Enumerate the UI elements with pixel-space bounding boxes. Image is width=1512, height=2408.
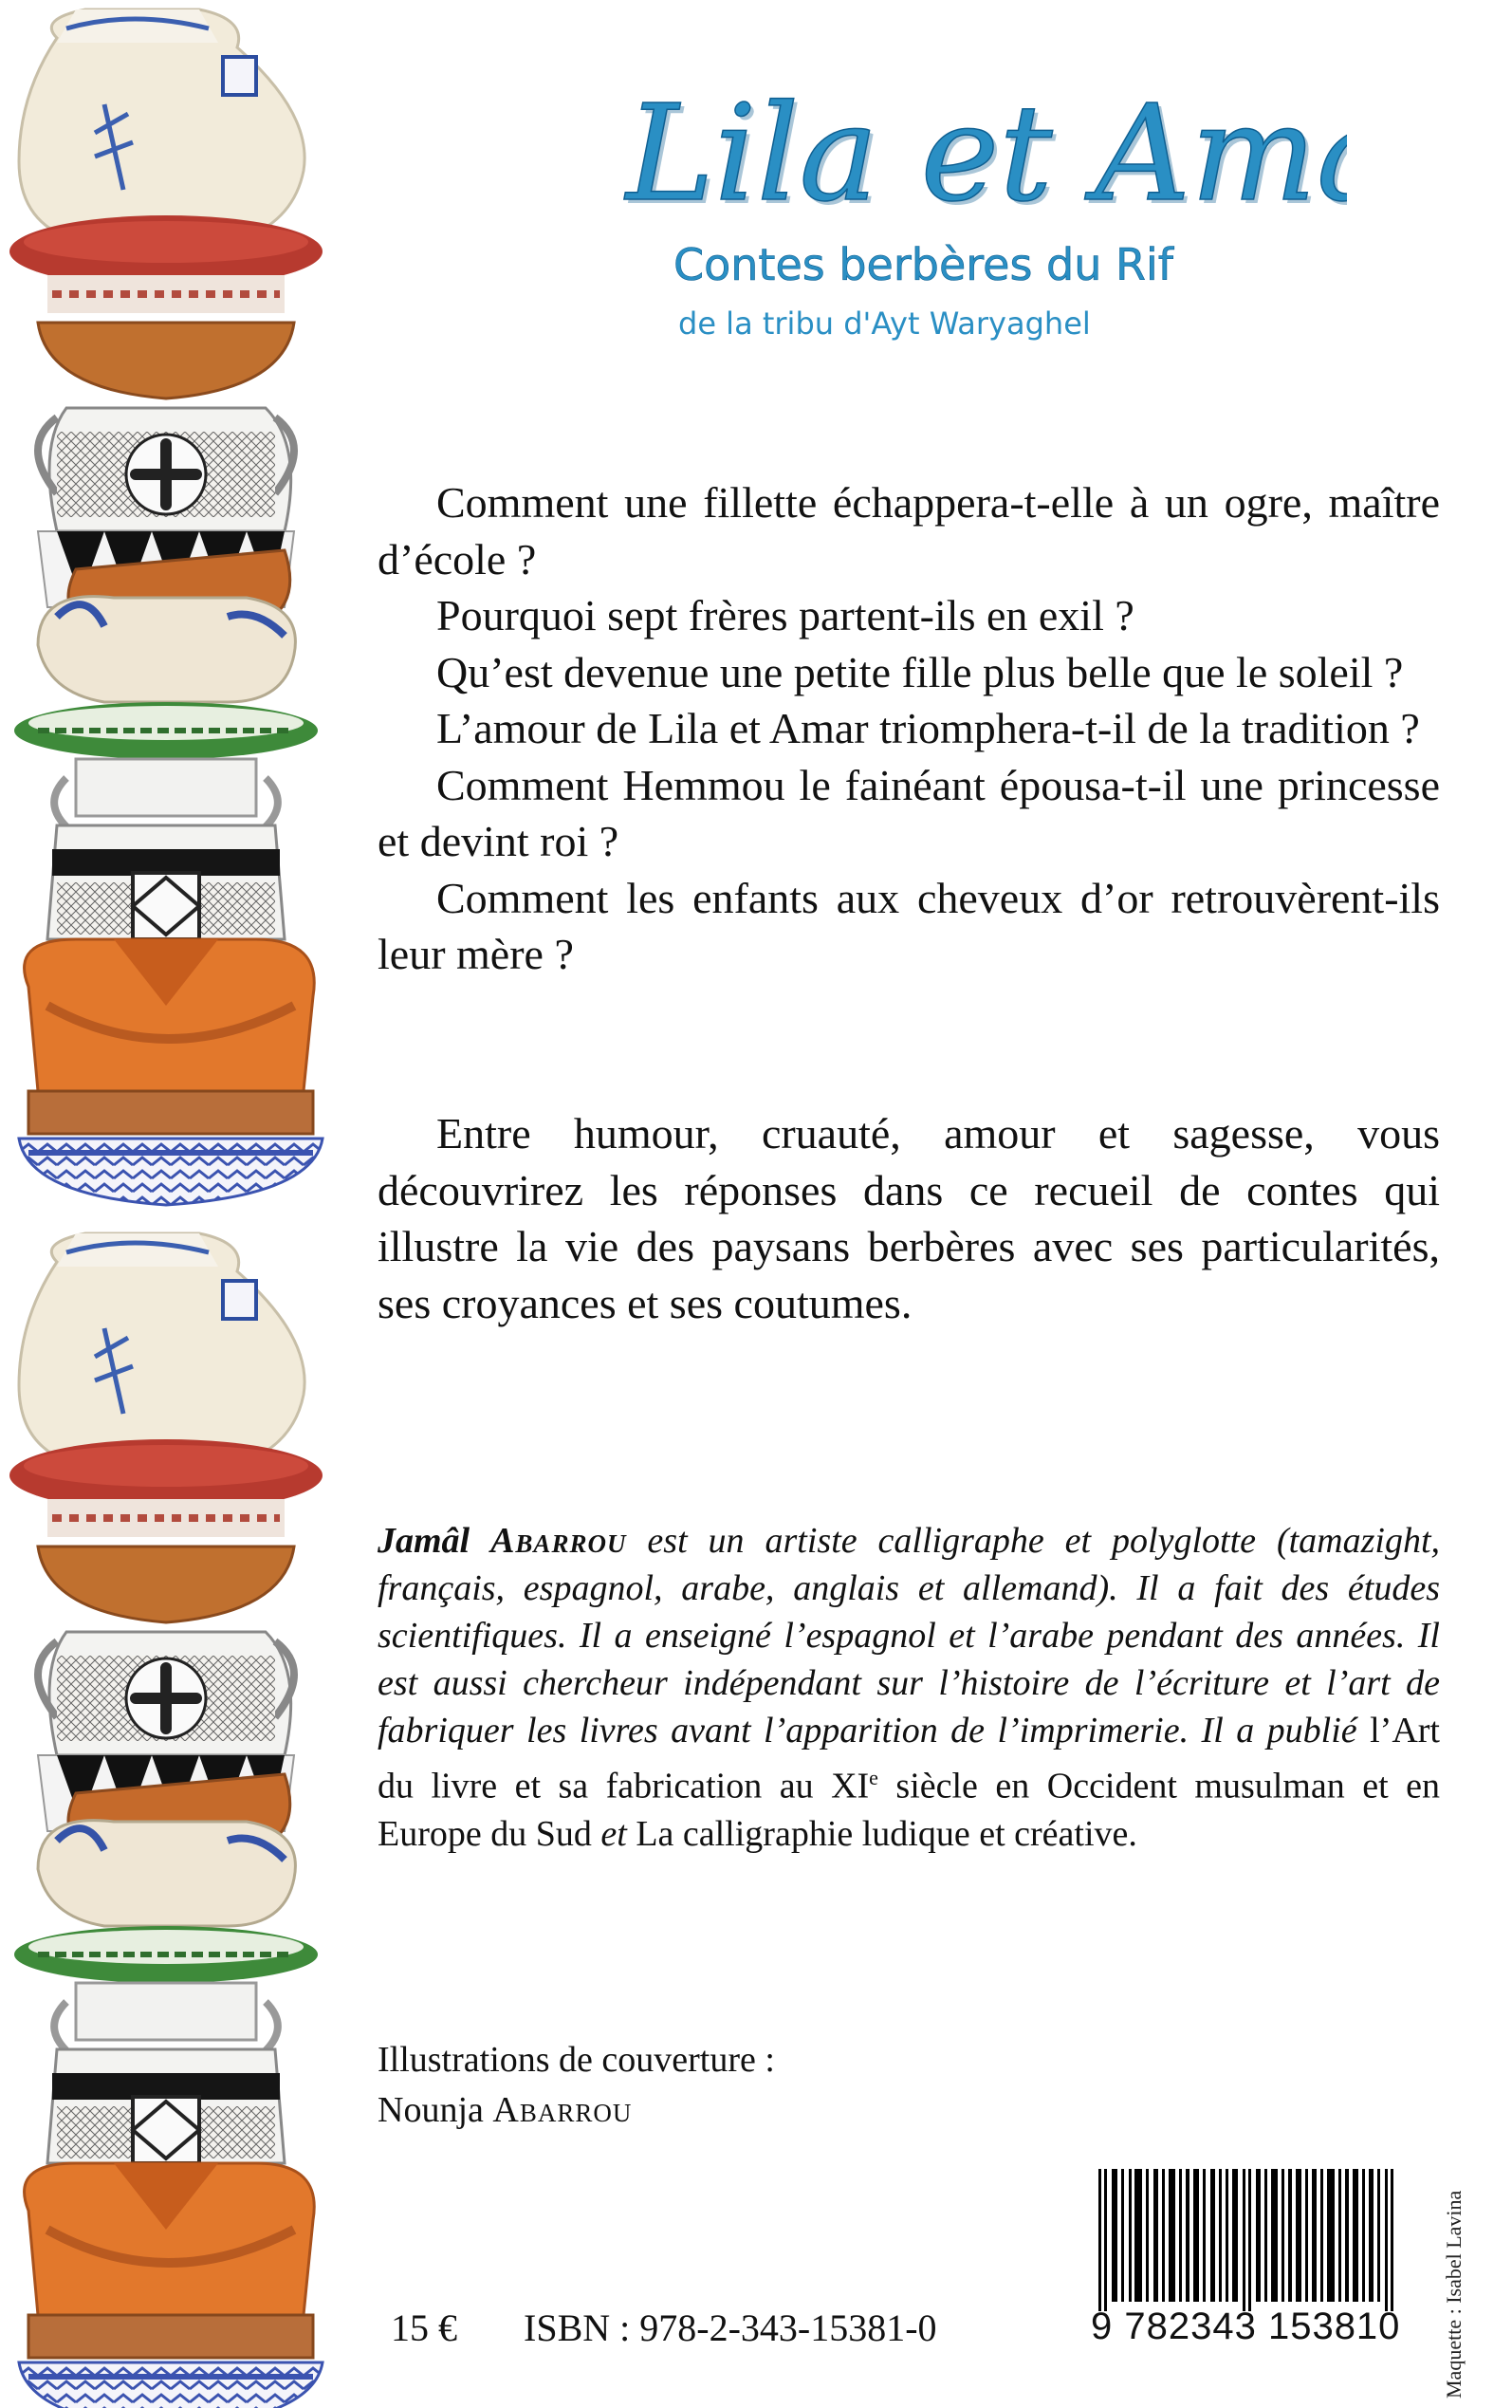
blurb-questions [378, 474, 1440, 983]
pottery-illustration [0, 0, 341, 2408]
author-last-name: Abarrou [490, 1521, 627, 1561]
svg-text:Lila et Amar [623, 77, 1347, 232]
title-block [531, 38, 1347, 361]
author-first-name: Jamâl [378, 1521, 470, 1561]
question-6: Comment les enfants aux cheveux d’or retrouvèrent-ils leur mère ? [378, 873, 1440, 978]
credits-label: Illustrations de couverture : [378, 2040, 775, 2080]
author-bio [378, 1517, 1440, 1858]
question-2: Pourquoi sept frères partent-ils en exil ? [436, 591, 1134, 639]
blurb-summary [378, 1105, 1440, 1331]
svg-text:Contes berbères du Rif [673, 239, 1175, 290]
illustrator-first-name: Nounja [378, 2090, 484, 2130]
bio-conjunction: et [591, 1813, 636, 1854]
book-tribe: de la tribu d'Ayt Waryaghel [678, 306, 1091, 342]
layout-credit: Maquette : Isabel Lavina [1442, 2190, 1466, 2399]
question-5: Comment Hemmou le fainéant épousa-t-il une princesse et devint roi ? [378, 760, 1440, 865]
bio-text: est un artiste calligraphe et polyglotte (tamazight, français, espagnol, arabe, anglais et allemand). Il a fait des études scientifiques. Il a enseigné l’espagnol et l’arabe pendant des années. Il est aussi chercheur indépendant sur l’histoire de l’écriture et l’art de fabriquer les livres avant l’apparition de l’imprimerie. Il a publié [378, 1521, 1441, 1750]
question-1: Comment une fillette échappera-t-elle à un ogre, maître d’école ? [378, 478, 1440, 583]
question-3: Qu’est devenue une petite fille plus belle que le soleil ? [436, 647, 1404, 696]
barcode-digits: 9 782343 153810 [1091, 2306, 1401, 2347]
svg-text:de la tribu d'Ayt Waryaghel [678, 306, 1091, 342]
illustration-credits [378, 2035, 775, 2136]
question-4: L’amour de Lila et Amar triomphera-t-il de la tradition ? [436, 704, 1420, 752]
price: 15 € [391, 2306, 457, 2349]
summary-text: Entre humour, cruauté, amour et sagesse, vous découvrirez les réponses dans ce recueil de contes qui illustre la vie des paysans berbères avec ses particularités, ses croyances et ses coutumes. [378, 1109, 1440, 1327]
book2-title: La calligraphie ludique et créative. [636, 1813, 1137, 1854]
illustrator-last-name: Abarrou [492, 2090, 633, 2130]
isbn: ISBN : 978-2-343-15381-0 [524, 2306, 937, 2349]
book-subtitle: Contes berbères du Rif [673, 239, 1173, 290]
book-title: Lila et Am [626, 77, 1317, 232]
book-title-shadow: Lila et Am [630, 81, 1320, 235]
book1-superscript: e [869, 1766, 878, 1789]
book1-title-a: l’Art du livre et sa fabrication au XI [378, 1711, 1440, 1806]
book1-title-b: siècle en Occident musulman et en Europe du Sud [378, 1766, 1440, 1854]
